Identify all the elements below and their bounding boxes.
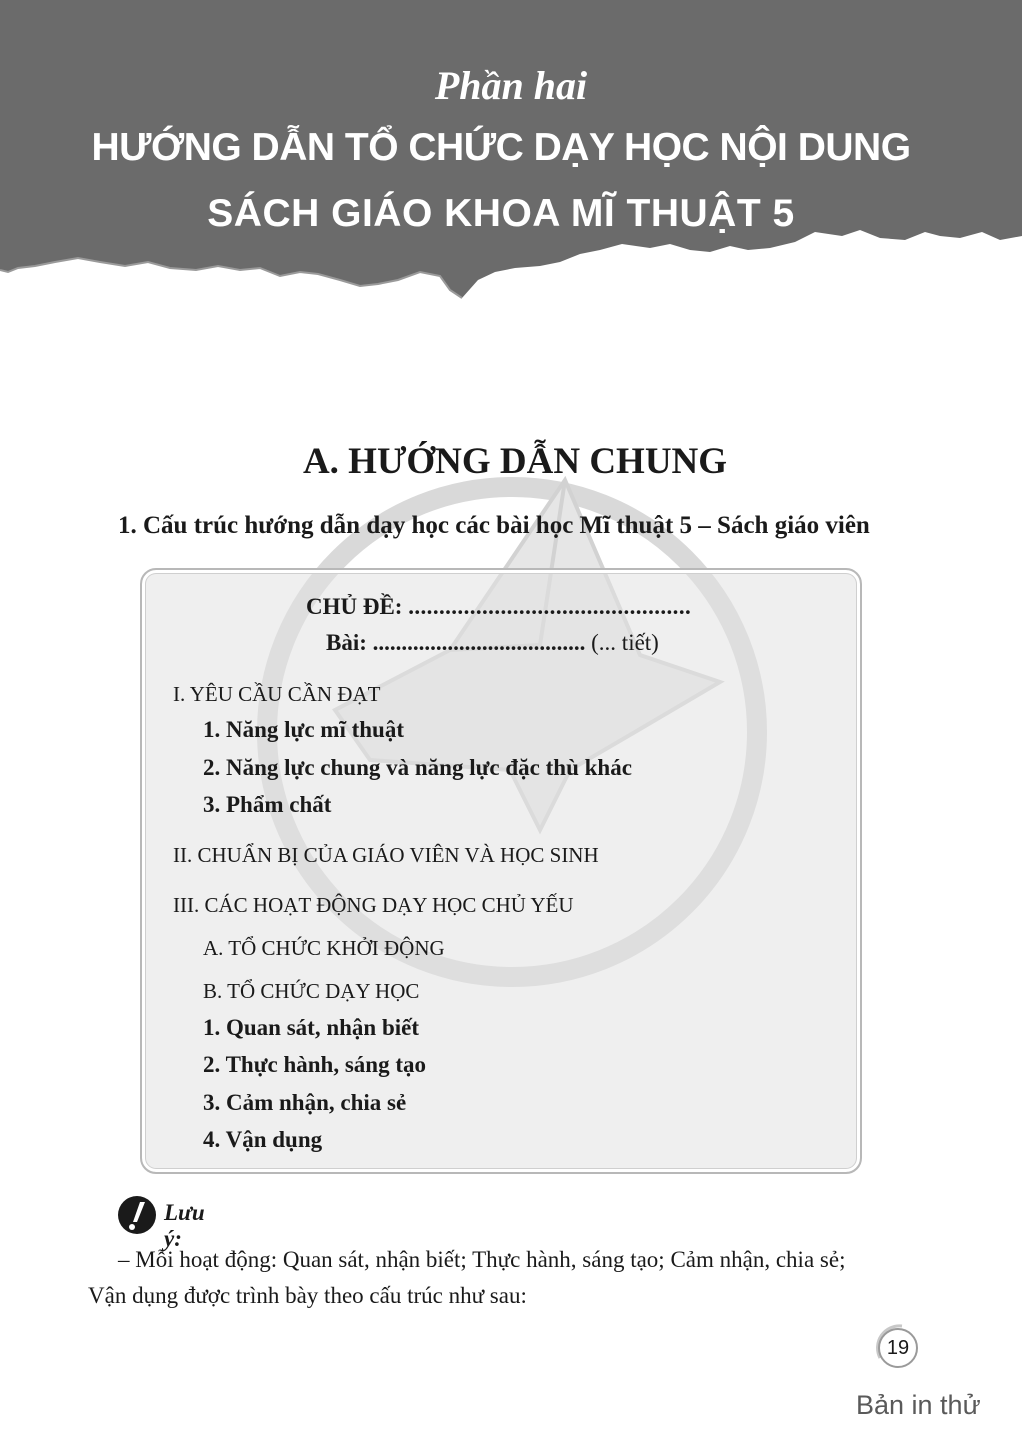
structure-item: A. TỔ CHỨC KHỞI ĐỘNG: [203, 936, 445, 960]
structure-item: B. TỔ CHỨC DẠY HỌC: [203, 979, 420, 1003]
draft-label: Bản in thử: [856, 1390, 981, 1420]
structure-item: 4. Vận dụng: [203, 1127, 323, 1152]
lesson-dots: .....................................: [372, 630, 586, 655]
section-title: A. HƯỚNG DẪN CHUNG: [302, 441, 728, 482]
topic-line: [306, 594, 691, 620]
structure-item: III. CÁC HOẠT ĐỘNG DẠY HỌC CHỦ YẾU: [173, 893, 574, 917]
structure-item: 3. Phẩm chất: [203, 792, 332, 817]
chapter-banner: [0, 0, 1022, 310]
structure-item: 2. Thực hành, sáng tạo: [203, 1052, 427, 1077]
page-number: 19: [878, 1328, 918, 1368]
structure-item: I. YÊU CẦU CẦN ĐẠT: [173, 682, 381, 706]
lesson-line: [326, 630, 659, 656]
topic-dots: ..............................................: [408, 594, 692, 619]
structure-item: II. CHUẨN BỊ CỦA GIÁO VIÊN VÀ HỌC SINH: [173, 843, 599, 867]
note-line-1: – Mỗi hoạt động: Quan sát, nhận biết; Thực hành, sáng tạo; Cảm nhận, chia sẻ;: [118, 1247, 846, 1272]
structure-item: 1. Quan sát, nhận biết: [203, 1015, 420, 1040]
note-label: Lưu ý:: [164, 1200, 205, 1251]
part-label: Phần hai: [434, 63, 588, 108]
note-line-2: Vận dụng được trình bày theo cấu trúc như sau:: [88, 1283, 527, 1308]
lesson-periods: (... tiết): [591, 630, 659, 655]
note-text: [88, 1242, 918, 1314]
lesson-structure-box: [140, 568, 862, 1174]
structure-item: 3. Cảm nhận, chia sẻ: [203, 1090, 407, 1115]
banner-title-line-2: SÁCH GIÁO KHOA MĨ THUẬT 5: [207, 192, 795, 235]
topic-label: CHỦ ĐỀ:: [306, 594, 403, 619]
subsection-title: 1. Cấu trúc hướng dẫn dạy học các bài học Mĩ thuật 5 – Sách giáo viên: [118, 512, 870, 539]
structure-item: 1. Năng lực mĩ thuật: [203, 717, 405, 742]
structure-item: 2. Năng lực chung và năng lực đặc thù khác: [203, 755, 632, 780]
banner-title-line-1: HƯỚNG DẪN TỔ CHỨC DẠY HỌC NỘI DUNG: [91, 126, 911, 169]
exclamation-icon: [118, 1196, 156, 1234]
lesson-label: Bài:: [326, 630, 367, 655]
